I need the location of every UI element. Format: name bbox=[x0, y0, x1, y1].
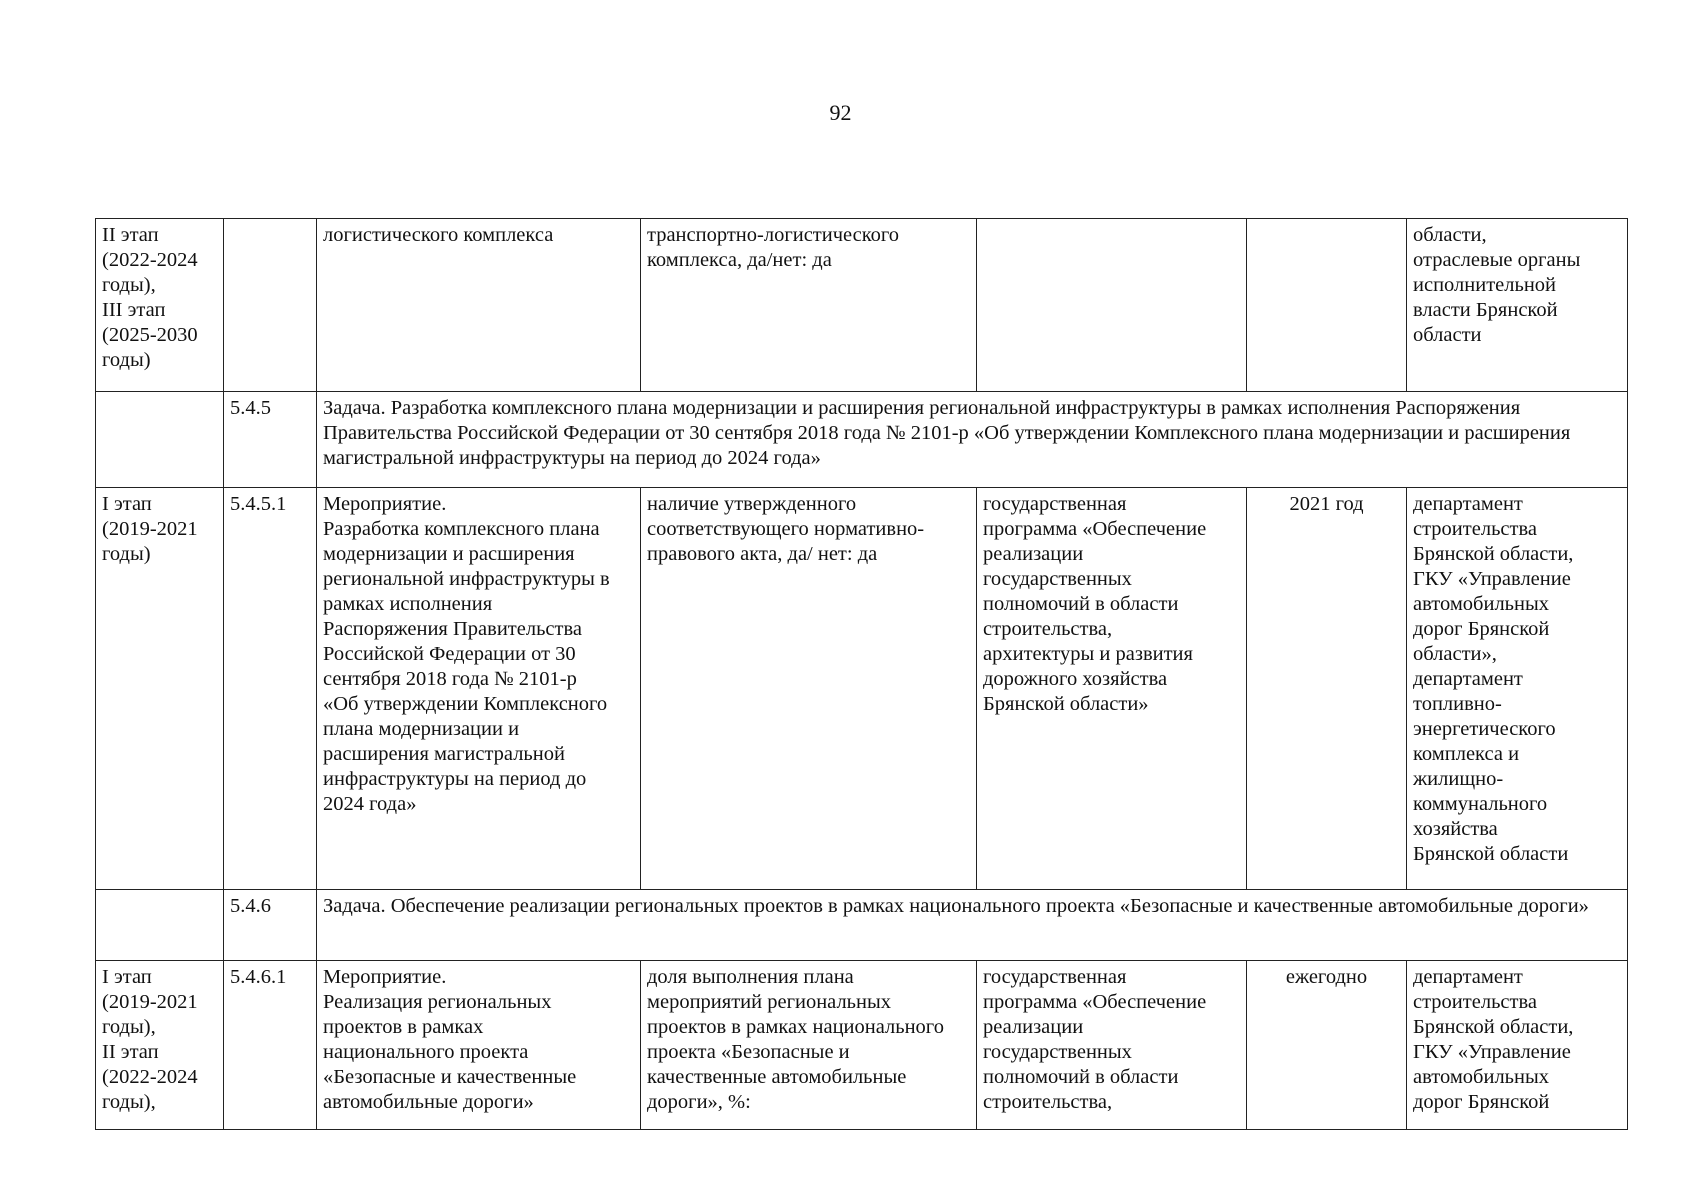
number-cell: 5.4.5 bbox=[224, 392, 317, 488]
stage-cell bbox=[96, 890, 224, 961]
table-row bbox=[96, 961, 1628, 1130]
number-cell: 5.4.5.1 bbox=[224, 488, 317, 890]
table-row bbox=[96, 219, 1628, 392]
plan-table bbox=[95, 218, 1628, 1130]
stage-cell bbox=[96, 392, 224, 488]
task-cell: Задача. Обеспечение реализации региональных проектов в рамках национального проекта «Безопасные и качественные автомобильные дороги» bbox=[317, 890, 1628, 961]
executor-cell: области, отраслевые органы исполнительной власти Брянской области bbox=[1407, 219, 1628, 392]
executor-cell: департамент строительства Брянской области, ГКУ «Управление автомобильных дорог Брянской bbox=[1407, 961, 1628, 1130]
indicator-cell: транспортно-логистического комплекса, да/нет: да bbox=[641, 219, 977, 392]
task-cell: Задача. Разработка комплексного плана модернизации и расширения региональной инфраструктуры в рамках исполнения Распоряжения Правительства Российской Федерации от 30 сентября 2018 года № 2101-р «Об утверждении Комплексного плана модернизации и расширения магистральной инфраструктуры на период до 2024 года» bbox=[317, 392, 1628, 488]
table-row bbox=[96, 488, 1628, 890]
task-row bbox=[96, 392, 1628, 488]
program-cell bbox=[977, 219, 1247, 392]
deadline-cell: 2021 год bbox=[1247, 488, 1407, 890]
page-number: 92 bbox=[829, 100, 852, 125]
number-cell: 5.4.6.1 bbox=[224, 961, 317, 1130]
executor-cell: департамент строительства Брянской области, ГКУ «Управление автомобильных дорог Брянской области», департамент топливно- энергетического комплекса и жилищно- коммунального хозяйства Брянской области bbox=[1407, 488, 1628, 890]
indicator-cell: доля выполнения плана мероприятий региональных проектов в рамках национального проекта «Безопасные и качественные автомобильные дороги», %: bbox=[641, 961, 977, 1130]
number-cell bbox=[224, 219, 317, 392]
deadline-cell bbox=[1247, 219, 1407, 392]
stage-cell: II этап (2022-2024 годы), III этап (2025-2030 годы) bbox=[96, 219, 224, 392]
stage-cell: I этап (2019-2021 годы) bbox=[96, 488, 224, 890]
indicator-cell: наличие утвержденного соответствующего нормативно- правового акта, да/ нет: да bbox=[641, 488, 977, 890]
number-cell: 5.4.6 bbox=[224, 890, 317, 961]
program-cell: государственная программа «Обеспечение реализации государственных полномочий в области строительства, bbox=[977, 961, 1247, 1130]
stage-cell: I этап (2019-2021 годы), II этап (2022-2024 годы), bbox=[96, 961, 224, 1130]
activity-cell: Мероприятие. Реализация региональных проектов в рамках национального проекта «Безопасные и качественные автомобильные дороги» bbox=[317, 961, 641, 1130]
activity-cell: Мероприятие. Разработка комплексного плана модернизации и расширения региональной инфраструктуры в рамках исполнения Распоряжения Правительства Российской Федерации от 30 сентября 2018 года № 2101-р «Об утверждении Комплексного плана модернизации и расширения магистральной инфраструктуры на период до 2024 года» bbox=[317, 488, 641, 890]
program-cell: государственная программа «Обеспечение реализации государственных полномочий в области строительства, архитектуры и развития дорожного хозяйства Брянской области» bbox=[977, 488, 1247, 890]
task-row bbox=[96, 890, 1628, 961]
deadline-cell: ежегодно bbox=[1247, 961, 1407, 1130]
activity-cell: логистического комплекса bbox=[317, 219, 641, 392]
